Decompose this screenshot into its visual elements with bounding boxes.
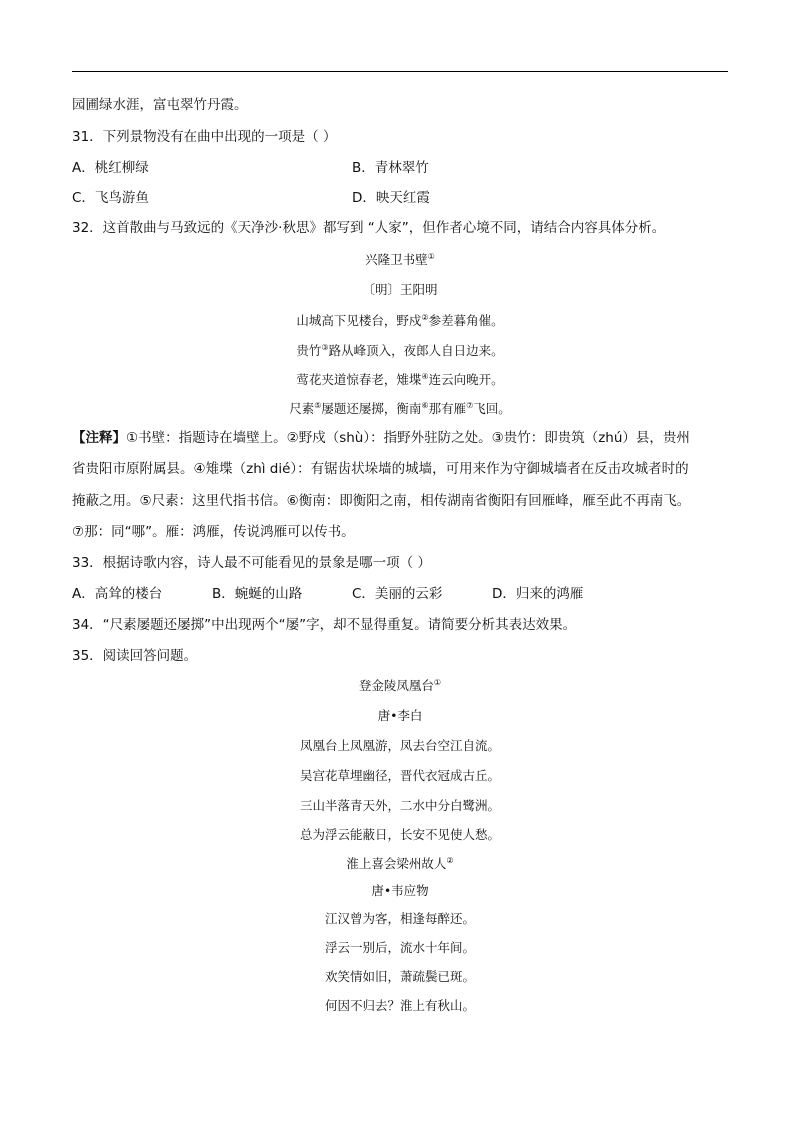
- question-31-stem: 31．下列景物没有在曲中出现的一项是（ ）: [72, 129, 337, 145]
- q33-option-b: B．蜿蜒的山路: [212, 586, 303, 602]
- q33-option-d: D．归来的鸿雁: [492, 586, 584, 602]
- poem3-line-3: 欢笑情如旧，萧疏鬓已斑。: [324, 969, 475, 984]
- poem2-title: 登金陵凤凰台①: [358, 678, 442, 693]
- poem2-line-1: 凤凰台上凤凰游，凤去台空江自流。: [299, 738, 500, 753]
- poem2-line-4: 总为浮云能蔽日，长安不见使人愁。: [299, 827, 500, 842]
- poem3-line-2: 浮云一别后，流水十年间。: [324, 940, 475, 955]
- poem1-line-1: 山城高下见楼台，野戍②参差暮角催。: [296, 313, 504, 328]
- notes-line-1: 【注释】①书壁：指题诗在墙壁上。②野戍（shù）：指野外驻防之处。③贵竹：即贵筑（zhú）县，贵州: [72, 430, 690, 446]
- notes-label: 【注释】: [72, 430, 126, 446]
- poem-continuation-line: 园圃绿水涯，富屯翠竹丹霞。: [72, 97, 248, 113]
- poem1-author: 〔明〕王阳明: [362, 282, 438, 297]
- q31-option-b: B．青林翠竹: [352, 160, 429, 176]
- question-34-stem: 34．“尺素屡题还屡掷”中出现两个“屡”字，却不显得重复。请简要分析其表达效果。: [72, 617, 577, 633]
- poem1-line-4: 尺素⑤屡题还屡掷，衡南⑥那有雁⑦飞回。: [289, 401, 511, 416]
- notes-line-4: ⑦那：同“哪”。雁：鸿雁，传说鸿雁可以传书。: [72, 524, 355, 540]
- poem2-line-3: 三山半落青天外，二水中分白鹭洲。: [299, 798, 500, 813]
- question-33-stem: 33．根据诗歌内容，诗人最不可能看见的景象是哪一项（ ）: [72, 555, 431, 571]
- poem2-line-2: 吴宫花草埋幽径，晋代衣冠成古丘。: [299, 768, 500, 783]
- poem3-line-1: 江汉曾为客，相逢每醉还。: [324, 911, 475, 926]
- poem1-line-3: 莺花夹道惊春老，雉堞④连云向晚开。: [296, 372, 504, 387]
- question-35-stem: 35．阅读回答问题。: [72, 648, 198, 664]
- q31-option-c: C．飞鸟游鱼: [72, 190, 149, 206]
- question-32-stem: 32．这首散曲与马致远的《天净沙·秋思》都写到 “人家”，但作者心境不同，请结合内容具体分析。: [72, 220, 666, 236]
- header-rule: [72, 71, 728, 72]
- q33-option-c: C．美丽的云彩: [352, 586, 443, 602]
- poem2-author: 唐•李白: [377, 708, 423, 723]
- poem3-line-4: 何因不归去？淮上有秋山。: [324, 998, 475, 1013]
- poem1-line-2: 贵竹③路从峰顶入，夜郎人自日边来。: [296, 343, 504, 358]
- poem1-title: 兴隆卫书壁①: [365, 252, 435, 267]
- notes-line-2: 省贵阳市原附属县。④雉堞（zhì dié）：有锯齿状垛墙的城墙，可用来作为守御城墙者在反击攻城者时的: [72, 461, 689, 477]
- poem3-author: 唐•韦应物: [371, 883, 429, 898]
- poem3-title: 淮上喜会梁州故人②: [346, 856, 454, 871]
- q31-option-a: A．桃红柳绿: [72, 160, 149, 176]
- q31-option-d: D．映天红霞: [352, 190, 430, 206]
- q33-option-a: A．高耸的楼台: [72, 586, 163, 602]
- notes-line-3: 掩蔽之用。⑤尺素：这里代指书信。⑥衡南：即衡阳之南，相传湖南省衡阳有回雁峰，雁至此不再南飞。: [72, 493, 691, 509]
